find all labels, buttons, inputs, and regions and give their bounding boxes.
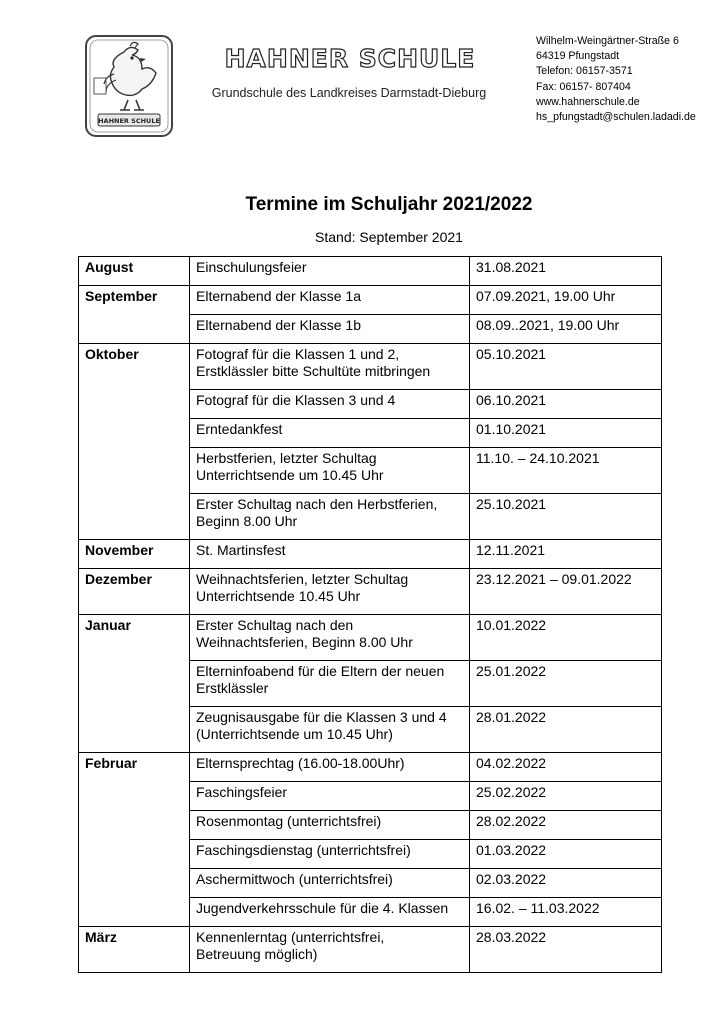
school-name: HAHNER SCHULE <box>224 44 476 73</box>
event-cell: Erster Schultag nach den Herbstferien, Beginn 8.00 Uhr <box>190 494 470 540</box>
event-cell: Faschingsdienstag (unterrichtsfrei) <box>190 840 470 869</box>
table-row <box>79 753 662 782</box>
month-cell <box>79 782 190 811</box>
date-cell: 28.01.2022 <box>470 707 662 753</box>
date-cell: 05.10.2021 <box>470 344 662 390</box>
event-cell: Erster Schultag nach den Weihnachtsferien, Beginn 8.00 Uhr <box>190 615 470 661</box>
date-cell: 01.10.2021 <box>470 419 662 448</box>
table-row <box>79 615 662 661</box>
date-cell: 07.09.2021, 19.00 Uhr <box>470 286 662 315</box>
event-cell: Herbstferien, letzter Schultag Unterrichtsende um 10.45 Uhr <box>190 448 470 494</box>
table-row <box>79 286 662 315</box>
month-cell <box>79 898 190 927</box>
date-cell: 28.03.2022 <box>470 927 662 973</box>
month-cell: August <box>79 257 190 286</box>
event-cell: Aschermittwoch (unterrichtsfrei) <box>190 869 470 898</box>
date-cell: 04.02.2022 <box>470 753 662 782</box>
svg-text:HAHNER SCHULE: HAHNER SCHULE <box>98 117 160 125</box>
date-cell: 25.10.2021 <box>470 494 662 540</box>
address-city: 64319 Pfungstadt <box>536 50 620 63</box>
table-row <box>79 540 662 569</box>
school-subtitle: Grundschule des Landkreises Darmstadt-Dieburg <box>211 86 487 100</box>
table-row <box>79 927 662 973</box>
date-cell: 25.02.2022 <box>470 782 662 811</box>
event-cell: Faschingsfeier <box>190 782 470 811</box>
school-logo <box>84 34 174 138</box>
address-website[interactable]: www.hahnerschule.de <box>536 95 640 108</box>
event-cell: Zeugnisausgabe für die Klassen 3 und 4 (Unterrichtsende um 10.45 Uhr) <box>190 707 470 753</box>
table-row <box>79 661 662 707</box>
event-cell: Fotograf für die Klassen 3 und 4 <box>190 390 470 419</box>
month-cell: März <box>79 927 190 973</box>
date-cell: 16.02. – 11.03.2022 <box>470 898 662 927</box>
table-row <box>79 494 662 540</box>
month-cell: Februar <box>79 753 190 782</box>
date-cell: 11.10. – 24.10.2021 <box>470 448 662 494</box>
table-row <box>79 569 662 615</box>
month-cell: Dezember <box>79 569 190 615</box>
table-row <box>79 840 662 869</box>
date-cell: 31.08.2021 <box>470 257 662 286</box>
address-fax: Fax: 06157- 807404 <box>536 80 631 93</box>
date-cell: 23.12.2021 – 09.01.2022 <box>470 569 662 615</box>
table-row <box>79 419 662 448</box>
event-cell: Erntedankfest <box>190 419 470 448</box>
event-cell: St. Martinsfest <box>190 540 470 569</box>
table-row <box>79 448 662 494</box>
event-cell: Elternabend der Klasse 1a <box>190 286 470 315</box>
month-cell: Januar <box>79 615 190 661</box>
date-cell: 01.03.2022 <box>470 840 662 869</box>
table-row <box>79 390 662 419</box>
table-row <box>79 707 662 753</box>
document-title: Termine im Schuljahr 2021/2022 <box>245 194 533 215</box>
month-cell <box>79 811 190 840</box>
month-cell <box>79 869 190 898</box>
table-row <box>79 869 662 898</box>
date-cell: 10.01.2022 <box>470 615 662 661</box>
address-street: Wilhelm-Weingärtner-Straße 6 <box>536 35 679 47</box>
event-cell: Rosenmontag (unterrichtsfrei) <box>190 811 470 840</box>
event-cell: Fotograf für die Klassen 1 und 2, Erstklässler bitte Schultüte mitbringen <box>190 344 470 390</box>
month-cell <box>79 661 190 707</box>
month-cell <box>79 707 190 753</box>
date-cell: 02.03.2022 <box>470 869 662 898</box>
month-cell: Oktober <box>79 344 190 390</box>
event-cell: Weihnachtsferien, letzter Schultag Unterrichtsende 10.45 Uhr <box>190 569 470 615</box>
address-phone: Telefon: 06157-3571 <box>536 65 633 78</box>
table-row <box>79 898 662 927</box>
table-row <box>79 811 662 840</box>
event-cell: Elternabend der Klasse 1b <box>190 315 470 344</box>
month-cell: November <box>79 540 190 569</box>
month-cell <box>79 840 190 869</box>
event-cell: Elterninfoabend für die Eltern der neuen Erstklässler <box>190 661 470 707</box>
month-cell <box>79 315 190 344</box>
document-status: Stand: September 2021 <box>315 229 463 245</box>
table-row <box>79 344 662 390</box>
events-table <box>78 256 662 973</box>
event-cell: Einschulungsfeier <box>190 257 470 286</box>
table-row <box>79 782 662 811</box>
month-cell <box>79 448 190 494</box>
table-row <box>79 315 662 344</box>
date-cell: 28.02.2022 <box>470 811 662 840</box>
date-cell: 25.01.2022 <box>470 661 662 707</box>
date-cell: 06.10.2021 <box>470 390 662 419</box>
address-email[interactable]: hs_pfungstadt@schulen.ladadi.de <box>536 111 696 124</box>
table-row <box>79 257 662 286</box>
date-cell: 08.09..2021, 19.00 Uhr <box>470 315 662 344</box>
event-cell: Elternsprechtag (16.00-18.00Uhr) <box>190 753 470 782</box>
month-cell <box>79 494 190 540</box>
date-cell: 12.11.2021 <box>470 540 662 569</box>
month-cell <box>79 390 190 419</box>
month-cell: September <box>79 286 190 315</box>
event-cell: Kennenlerntag (unterrichtsfrei, Betreuung möglich) <box>190 927 470 973</box>
event-cell: Jugendverkehrsschule für die 4. Klassen <box>190 898 470 927</box>
month-cell <box>79 419 190 448</box>
address-block <box>536 34 696 125</box>
